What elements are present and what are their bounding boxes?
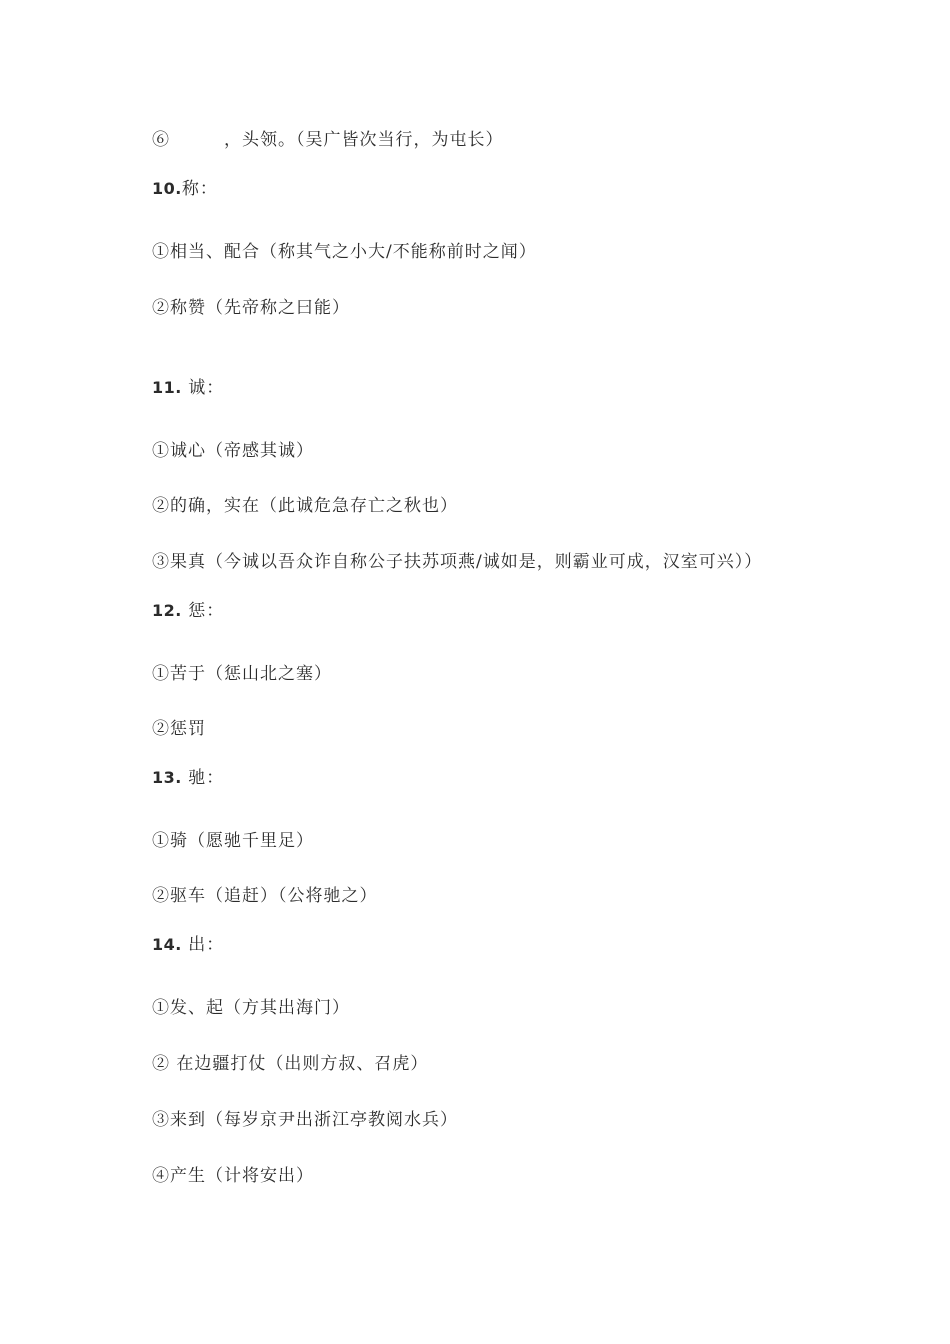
definition-item: ①苦于（惩山北之塞） [152,664,332,684]
heading-number: 12. [152,601,182,620]
definition-item: ①诚心（帝感其诚） [152,441,314,461]
definition-item: ④产生（计将安出） [152,1166,314,1186]
definition-item: ①相当、配合（称其气之小大/不能称前时之闻） [152,242,537,262]
section-heading-10 [152,178,218,200]
definition-item: ③果真（今诚以吾众诈自称公子扶苏项燕/诚如是，则霸业可成，汉室可兴）） [152,552,763,572]
definition-item: ②惩罚 [152,719,206,739]
heading-char: 诚： [181,378,225,398]
definition-item: ②称赞（先帝称之曰能） [152,298,350,318]
heading-char: 惩： [181,601,225,621]
heading-char: 驰： [181,768,225,788]
definition-item: ①发、起（方其出海门） [152,998,350,1018]
section-heading-11 [152,377,224,399]
heading-number: 14. [152,935,182,954]
section-heading-12 [152,600,224,622]
heading-number: 13. [152,768,182,787]
section-heading-13 [152,767,224,789]
section-heading-14 [152,934,224,956]
heading-char: 称： [181,179,218,199]
definition-item: ③来到（每岁京尹出浙江亭教阅水兵） [152,1110,458,1130]
definition-item: ⑥ ，头领。（吴广皆次当行，为屯长） [152,130,504,150]
heading-number: 11. [152,378,182,397]
heading-number: 10. [152,179,182,198]
definition-item: ② 在边疆打仗（出则方叔、召虎） [152,1054,429,1074]
definition-item: ②驱车（追赶）（公将驰之） [152,886,378,906]
definition-item: ②的确，实在（此诚危急存亡之秋也） [152,496,458,516]
heading-char: 出： [181,935,225,955]
definition-item: ①骑（愿驰千里足） [152,831,314,851]
